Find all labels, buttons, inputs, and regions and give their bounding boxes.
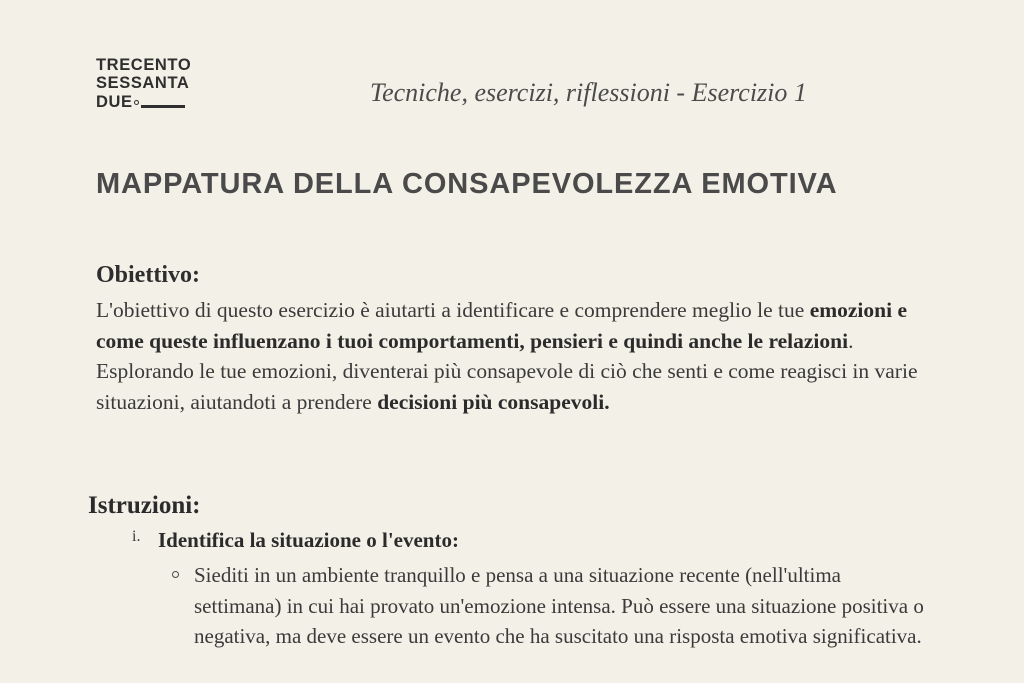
- document-header: [0, 0, 1024, 140]
- page-title: MAPPATURA DELLA CONSAPEVOLEZZA EMOTIVA: [96, 168, 838, 200]
- objective-section: [96, 262, 928, 417]
- step-title: Identifica la situazione o l'evento:: [158, 528, 459, 552]
- brand-logo: [96, 56, 191, 111]
- objective-bold-1: emozioni e come queste influenzano i tuoi comportamenti, pensieri e quindi anche le relazioni: [96, 298, 908, 353]
- logo-line-3-row: [96, 93, 191, 111]
- instructions-list: [136, 527, 958, 652]
- list-item: [158, 527, 958, 652]
- objective-heading: Obiettivo:: [96, 262, 200, 288]
- degree-circle-icon: [134, 100, 139, 105]
- list-item: Siediti in un ambiente tranquillo e pensa a una situazione recente (nell'ultima settimana) in cui hai provato un'emozione intensa. Può essere una situazione positiva o negativa, ma deve essere un evento che ha suscitato una risposta emotiva significativa.: [194, 560, 924, 651]
- step-bullets: [158, 560, 958, 651]
- objective-text-2: . Esplorando le tue emozioni, diventerai più consapevole di ciò che senti e come reagisci in varie situazioni, aiutandoti a prendere: [96, 328, 918, 414]
- objective-text-1: L'obiettivo di questo esercizio è aiutarti a identificare e comprendere meglio le tue: [96, 298, 810, 322]
- logo-line-3: DUE: [96, 92, 133, 111]
- instructions-heading: Istruzioni:: [88, 492, 201, 519]
- logo-line-2: SESSANTA: [96, 74, 190, 93]
- logo-underline-rule: [141, 105, 185, 108]
- logo-line-1: TRECENTO: [96, 56, 192, 74]
- objective-paragraph: [96, 295, 928, 417]
- document-subtitle: Tecniche, esercizi, riflessioni - Esercizio 1: [370, 78, 807, 107]
- objective-bold-2: decisioni più consapevoli.: [377, 389, 610, 414]
- document-body: [88, 262, 928, 649]
